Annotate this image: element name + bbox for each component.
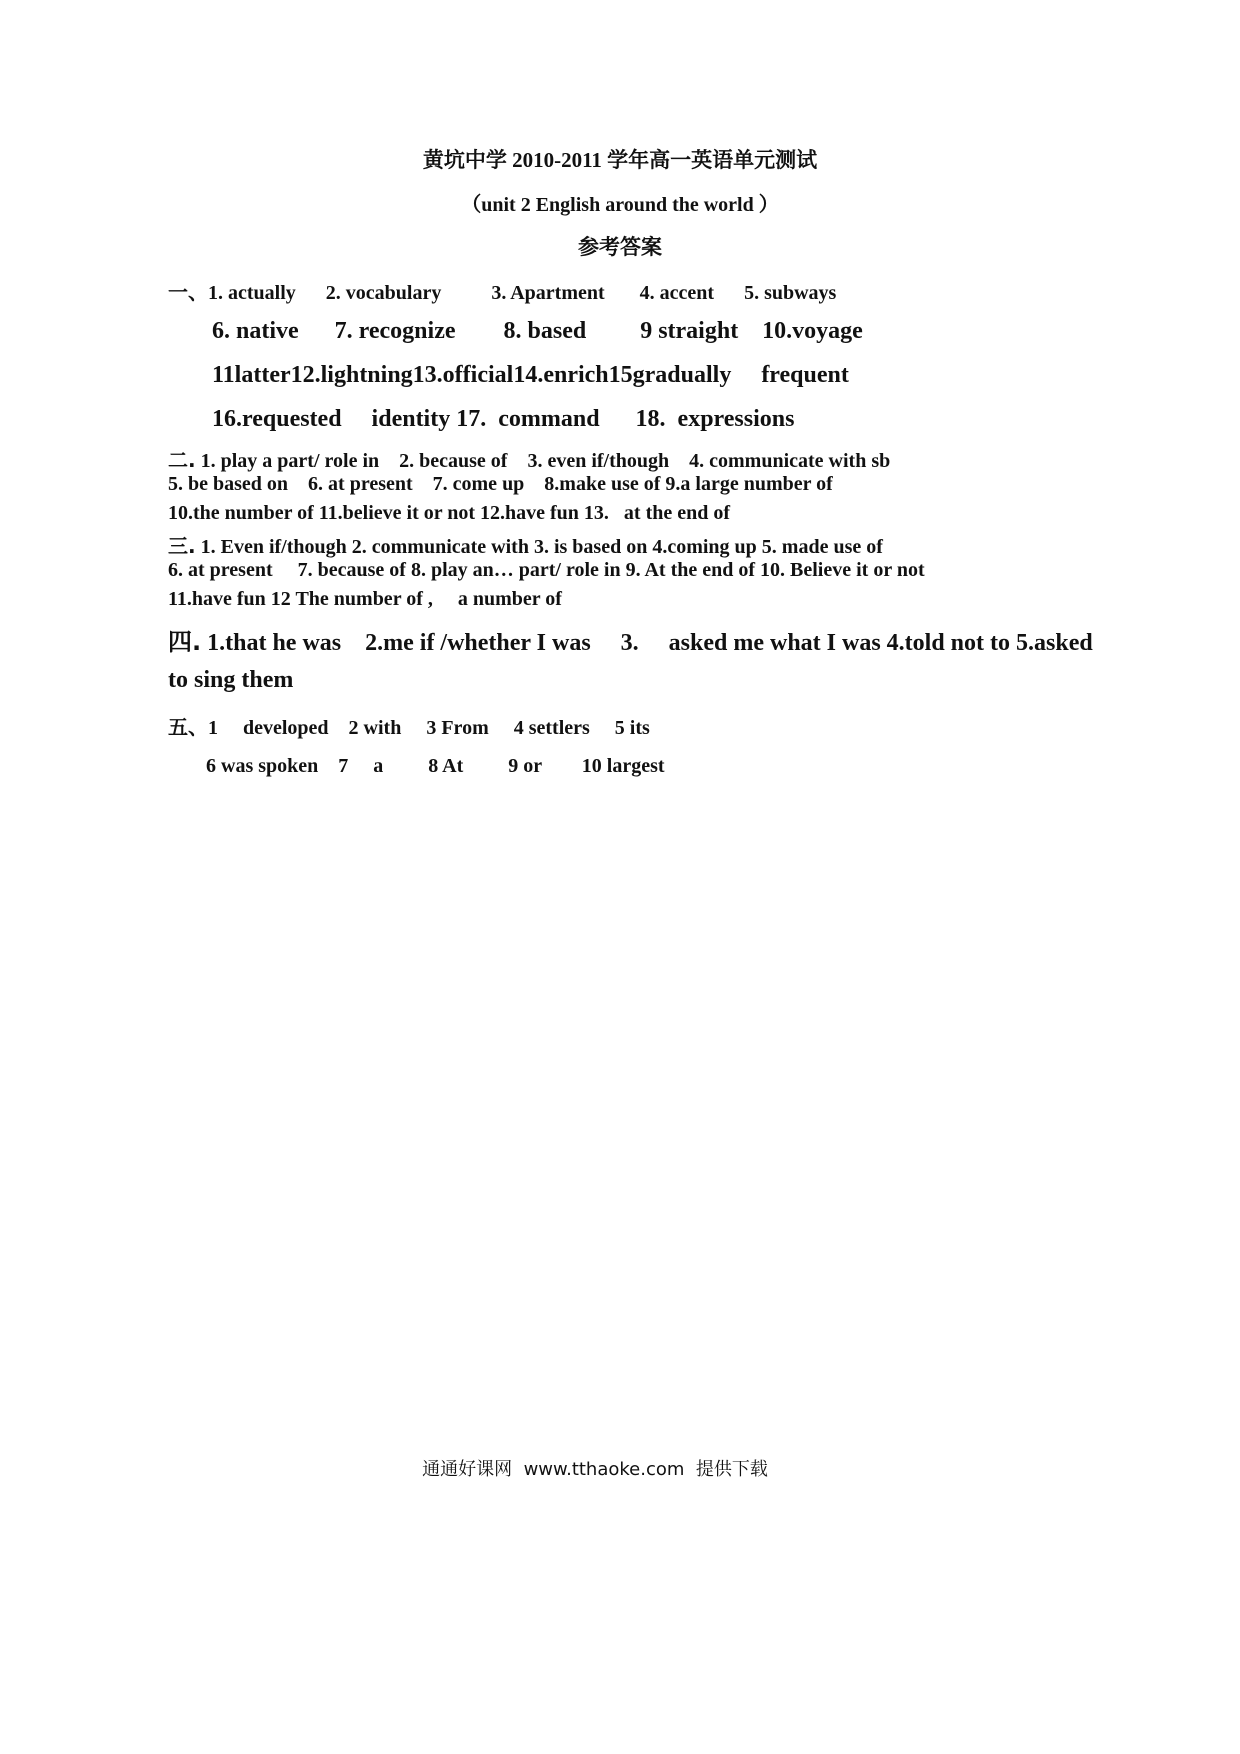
document-title: 黄坑中学 2010-2011 学年高一英语单元测试 [422, 148, 818, 172]
document-subtitle: （unit 2 English around the world ） [461, 194, 779, 216]
section-3-answers-2: 6. at present 7. because of 8. play an… part/ role in 9. At the end of 10. Believe it or not [168, 559, 925, 581]
section-3-answers-3: 11.have fun 12 The number of , a number of [168, 588, 562, 610]
section-3-marker: 三. [168, 534, 196, 558]
answer-heading: 参考答案 [578, 235, 662, 259]
section-5-answers-1: 1 developed 2 with 3 From 4 settlers 5 its [208, 717, 650, 739]
section-3-row-1 [168, 530, 883, 559]
section-1-row-1 [168, 276, 836, 305]
section-4-marker: 四. [168, 628, 202, 656]
section-4-row-1 [168, 622, 1093, 657]
section-5-row-1 [168, 711, 650, 740]
section-2-marker: 二. [168, 448, 196, 472]
section-2-answers-1: 1. play a part/ role in 2. because of 3. even if/though 4. communicate with sb [195, 450, 891, 472]
section-1-marker: 一、 [168, 280, 208, 304]
footer-source-note: 通通好课网 www.tthaoke.com 提供下载 [422, 1459, 768, 1480]
section-1-answers-2: 6. native 7. recognize 8. based 9 straight 10.voyage [212, 318, 863, 344]
section-3-answers-1: 1. Even if/though 2. communicate with 3. is based on 4.coming up 5. made use of [195, 536, 883, 558]
section-2-answers-3: 10.the number of 11.believe it or not 12.have fun 13. at the end of [168, 502, 731, 524]
section-1-answers-1: 1. actually 2. vocabulary 3. Apartment 4. accent 5. subways [208, 282, 837, 304]
section-4-answers-1: 1.that he was 2.me if /whether I was 3. asked me what I was 4.told not to 5.asked [201, 630, 1093, 656]
section-2-answers-2: 5. be based on 6. at present 7. come up 8.make use of 9.a large number of [168, 473, 833, 495]
section-2-row-1 [168, 444, 890, 473]
section-5-answers-2: 6 was spoken 7 a 8 At 9 or 10 largest [206, 755, 665, 777]
section-1-answers-3: 11latter12.lightning13.official14.enrich15gradually frequent [212, 362, 849, 388]
section-5-marker: 五、 [168, 715, 208, 739]
section-1-answers-4: 16.requested identity 17. command 18. expressions [212, 406, 795, 432]
section-4-answers-2: to sing them [168, 667, 294, 693]
